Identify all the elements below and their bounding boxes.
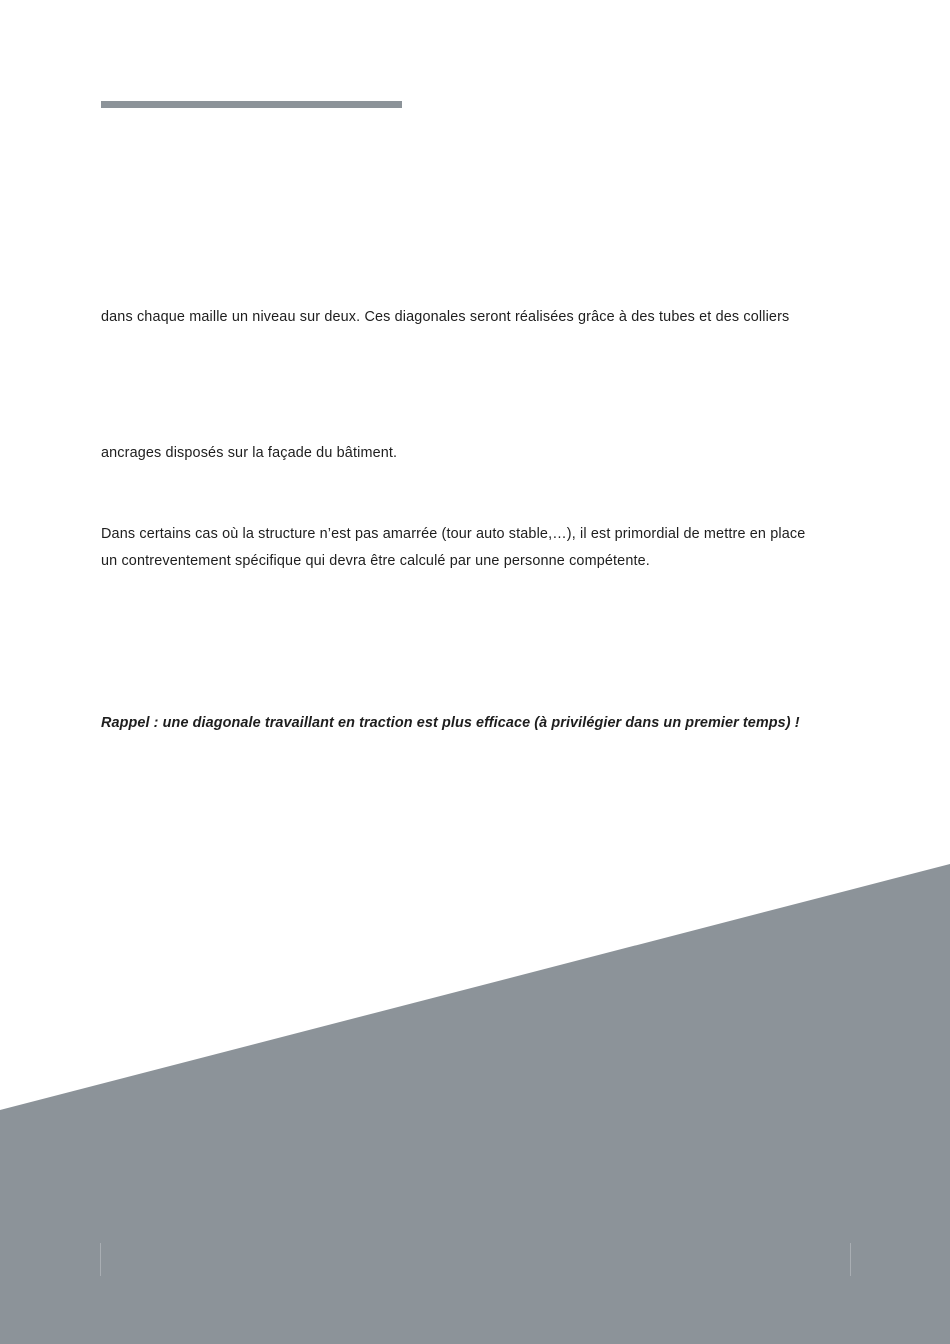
footer-margin-mark-left: [100, 1243, 101, 1276]
body-paragraph-anchors: ancrages disposés sur la façade du bâtiment.: [101, 445, 398, 461]
body-paragraph-diagonals: dans chaque maille un niveau sur deux. Ces diagonales seront réalisées grâce à des tubes et des colliers: [101, 309, 790, 325]
reminder-note: Rappel : une diagonale travaillant en traction est plus efficace (à privilégier dans un premier temps) !: [101, 715, 800, 731]
bracing-line-1: Dans certains cas où la structure n’est pas amarrée (tour auto stable,…), il est primordial de mettre en place: [101, 526, 806, 542]
footer-margin-mark-right: [850, 1243, 851, 1276]
bracing-line-2: un contreventement spécifique qui devra être calculé par une personne compétente.: [101, 553, 650, 569]
